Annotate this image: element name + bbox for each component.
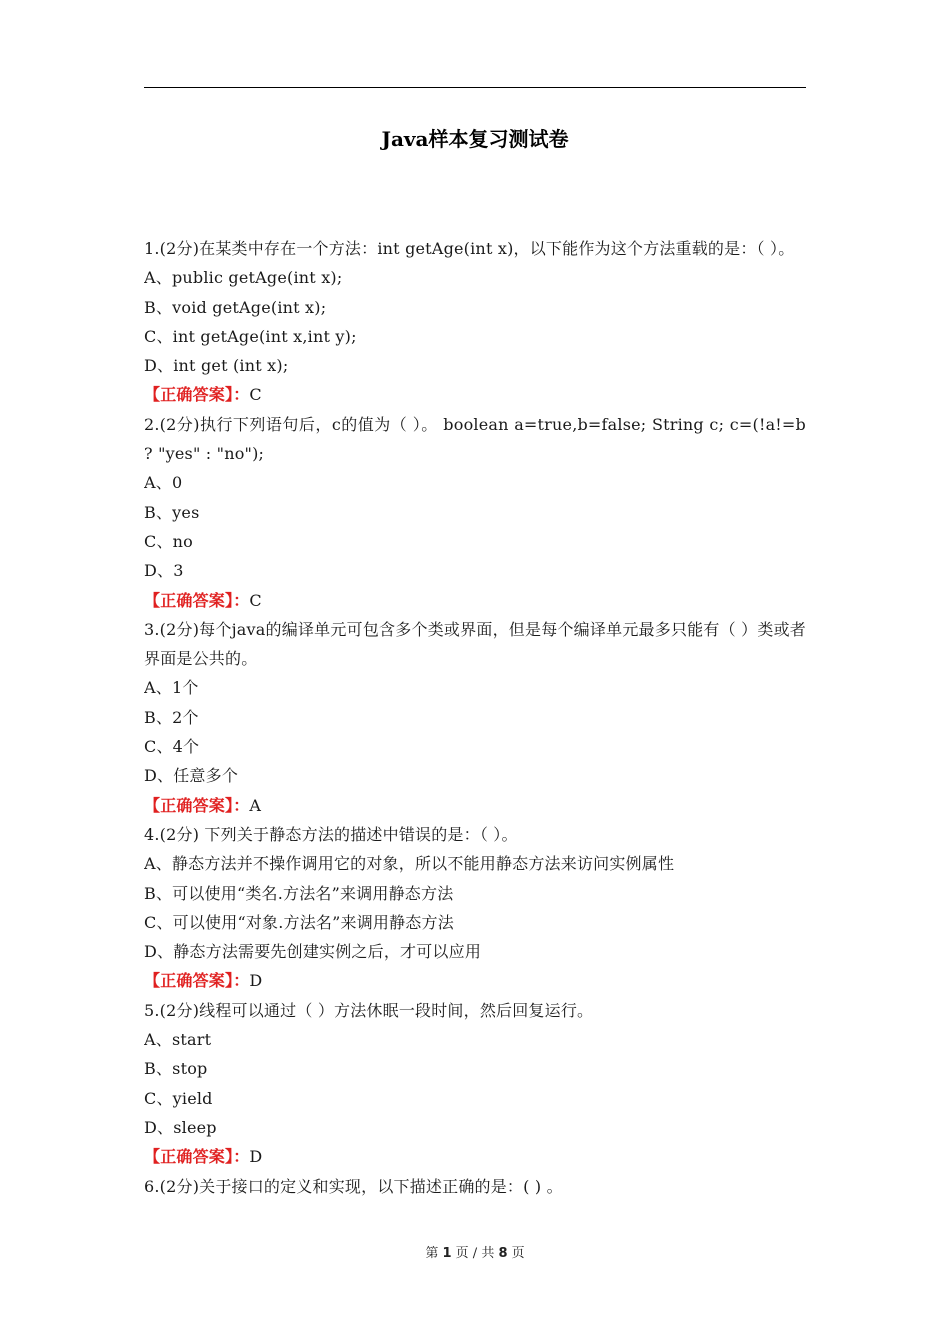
answer-line [144, 380, 806, 409]
answer-value: D [249, 971, 263, 991]
option-a: A、0 [144, 473, 183, 493]
answer-label: 【正确答案】： [144, 795, 250, 815]
option-c: C、int getAge(int x,int y); [144, 326, 357, 346]
answer-line [144, 586, 806, 615]
question-3 [144, 615, 806, 820]
option-b: B、可以使用“类名.方法名”来调用静态方法 [144, 883, 454, 903]
question-2 [144, 410, 806, 615]
answer-value: A [249, 795, 262, 815]
option-b: B、yes [144, 502, 200, 522]
answer-line [144, 966, 806, 995]
question-text: 3.(2分)每个java的编译单元可包含多个类或界面，但是每个编译单元最多只能有（ ）类或者界面是公共的。 [144, 619, 806, 669]
option-c: C、4个 [144, 737, 200, 757]
option-b: B、void getAge(int x); [144, 297, 327, 317]
option-c: C、可以使用“对象.方法名”来调用静态方法 [144, 912, 454, 932]
option-a: A、public getAge(int x); [144, 268, 343, 288]
option-d: D、静态方法需要先创建实例之后，才可以应用 [144, 942, 482, 962]
option-d: D、sleep [144, 1117, 217, 1137]
option-c: C、no [144, 531, 193, 551]
document-title: Java样本复习测试卷 [381, 127, 569, 151]
option-a: A、静态方法并不操作调用它的对象，所以不能用静态方法来访问实例属性 [144, 854, 675, 874]
answer-value: C [249, 590, 262, 610]
option-a: A、start [144, 1030, 212, 1050]
option-d: D、int get (int x); [144, 356, 289, 376]
question-text: 2.(2分)执行下列语句后，c的值为（ ）。 boolean a=true,b=false; String c; c=(!a!=b ? "yes" : "no"); [144, 414, 806, 464]
answer-label: 【正确答案】： [144, 590, 250, 610]
question-5 [144, 996, 806, 1172]
answer-value: D [249, 1147, 263, 1167]
answer-label: 【正确答案】： [144, 385, 250, 405]
answer-line [144, 1142, 806, 1171]
answer-label: 【正确答案】： [144, 1147, 250, 1167]
question-text: 1.(2分)在某类中存在一个方法：int getAge(int x)，以下能作为这个方法重载的是：（ ）。 [144, 239, 795, 258]
option-b: B、stop [144, 1059, 208, 1079]
header-rule [144, 87, 806, 88]
question-text: 5.(2分)线程可以通过（ ）方法休眠一段时间，然后回复运行。 [144, 1000, 594, 1020]
question-6 [144, 1172, 806, 1201]
footer-suffix: 页 [511, 1246, 525, 1261]
answer-value: C [249, 385, 262, 405]
option-a: A、1个 [144, 678, 199, 698]
answer-label: 【正确答案】： [144, 971, 250, 991]
current-page-number: 1 [442, 1246, 452, 1261]
option-c: C、yield [144, 1088, 213, 1108]
footer-prefix: 第 [425, 1246, 439, 1261]
option-d: D、3 [144, 561, 184, 581]
footer-mid: 页 / 共 [455, 1246, 495, 1261]
question-4 [144, 820, 806, 996]
answer-line [144, 791, 806, 820]
question-text: 6.(2分)关于接口的定义和实现，以下描述正确的是：( ) 。 [144, 1176, 563, 1196]
question-list [144, 234, 806, 1201]
question-text: 4.(2分) 下列关于静态方法的描述中错误的是：（ ）。 [144, 824, 518, 844]
option-d: D、任意多个 [144, 766, 239, 786]
total-page-count: 8 [498, 1246, 508, 1261]
option-b: B、2个 [144, 707, 199, 727]
page-footer [0, 1244, 950, 1264]
question-1 [144, 234, 806, 410]
